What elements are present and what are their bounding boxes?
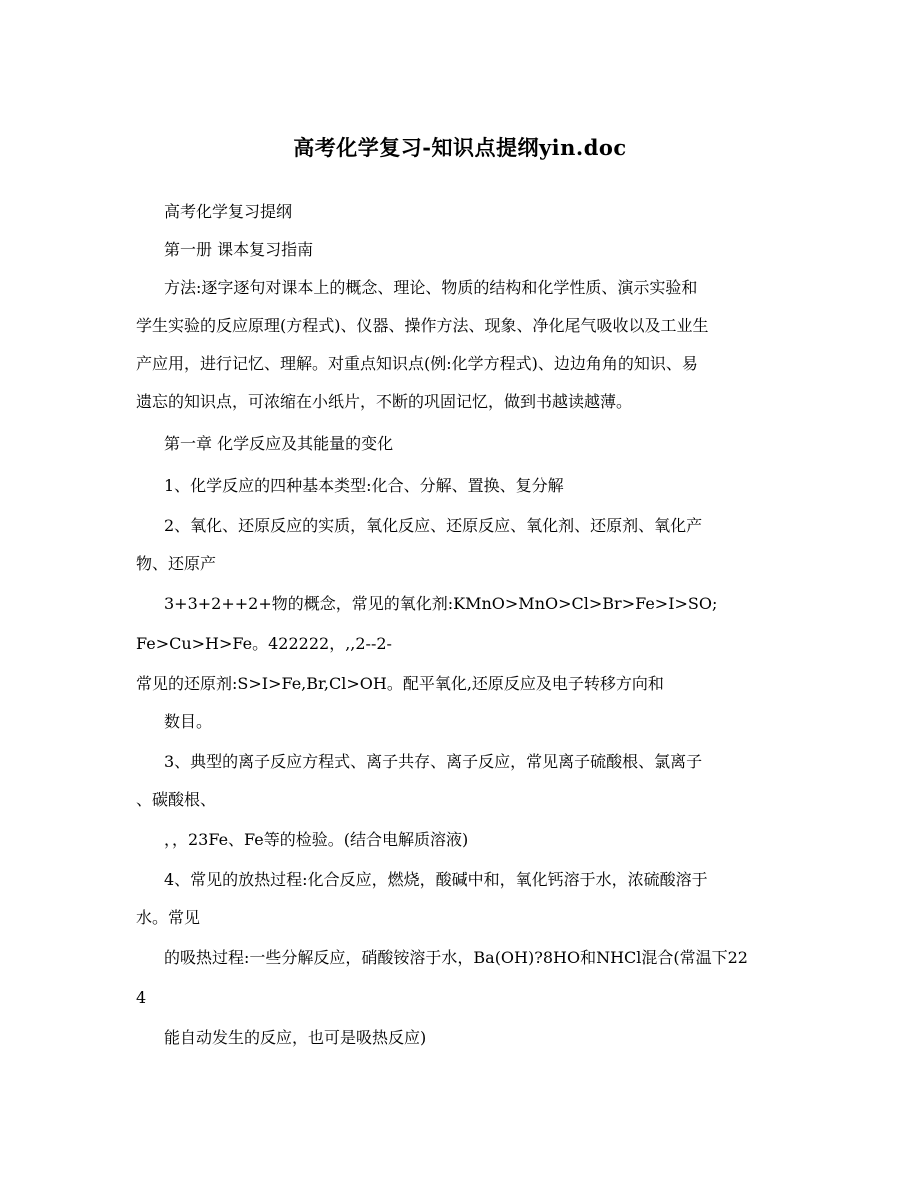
text-line: 数目。	[164, 712, 213, 731]
text-line: 方法:逐字逐句对课本上的概念、理论、物质的结构和化学性质、演示实验和	[164, 278, 698, 297]
text-line: 1、化学反应的四种基本类型:化合、分解、置换、复分解	[164, 476, 564, 495]
text-line: 4	[136, 988, 147, 1007]
text-line: 4、常见的放热过程:化合反应，燃烧，酸碱中和，氧化钙溶于水，浓硫酸溶于	[164, 870, 708, 889]
text-line: 能自动发生的反应，也可是吸热反应)	[164, 1028, 427, 1047]
text-line: 高考化学复习提纲	[164, 202, 293, 221]
text-line: 产应用，进行记忆、理解。对重点知识点(例:化学方程式)、边边角角的知识、易	[136, 354, 698, 373]
text-line: 的吸热过程:一些分解反应，硝酸铵溶于水，Ba(OH)?8HO和NHCl混合(常温下22	[164, 948, 748, 967]
text-line: 第一章 化学反应及其能量的变化	[164, 434, 394, 453]
text-line: ，，23Fe、Fe等的检验。(结合电解质溶液)	[164, 830, 469, 849]
text-line: 常见的还原剂:S>I>Fe,Br,Cl>OH。配平氧化,还原反应及电子转移方向和	[136, 674, 664, 693]
text-line: 、碳酸根、	[136, 790, 217, 809]
text-line: 2、氧化、还原反应的实质，氧化反应、还原反应、氧化剂、还原剂、氧化产	[164, 516, 703, 535]
text-line: 遗忘的知识点，可浓缩在小纸片，不断的巩固记忆，做到书越读越薄。	[136, 392, 633, 411]
document-title: 高考化学复习-知识点提纲yin.doc	[293, 135, 627, 160]
text-line: Fe>Cu>H>Fe。422222，,,2--2-	[136, 634, 392, 653]
text-line: 3、典型的离子反应方程式、离子共存、离子反应，常见离子硫酸根、氯离子	[164, 752, 703, 771]
text-line: 水。常见	[136, 908, 201, 927]
text-line: 学生实验的反应原理(方程式)、仪器、操作方法、现象、净化尾气吸收以及工业生	[136, 316, 709, 335]
text-line: 第一册 课本复习指南	[164, 240, 314, 259]
text-line: 物、还原产	[136, 554, 217, 573]
text-line: 3+3+2++2+物的概念，常见的氧化剂:KMnO>MnO>Cl>Br>Fe>I>SO;	[164, 594, 718, 613]
